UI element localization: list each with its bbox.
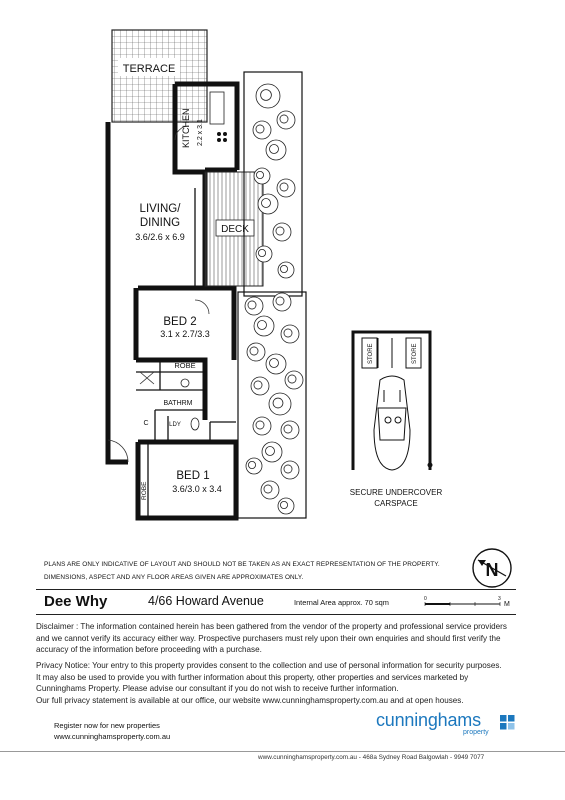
shrub-detail bbox=[258, 249, 265, 256]
privacy-line-4: Our full privacy statement is available at our office, our website www.cunninghamsproperty.com.au and at open houses. bbox=[36, 695, 464, 705]
cooktop-icon bbox=[217, 132, 227, 142]
property-info-bar bbox=[36, 589, 516, 615]
shrub-detail bbox=[270, 359, 279, 368]
shrub-detail bbox=[258, 321, 267, 330]
sink-icon bbox=[181, 379, 189, 387]
carspace-label-1: SECURE UNDERCOVER bbox=[349, 488, 443, 497]
shrub-detail bbox=[262, 199, 271, 208]
privacy-line-1: Privacy Notice: Your entry to this property provides consent to the collection and use of personal information for security purposes. bbox=[36, 661, 502, 670]
address: 4/66 Howard Avenue bbox=[148, 594, 264, 608]
living-label-1: LIVING/ bbox=[139, 203, 181, 215]
register-text: Register now for new properties bbox=[54, 721, 160, 730]
shrub-detail bbox=[270, 145, 279, 154]
shrub-detail bbox=[264, 485, 272, 493]
shrub-detail bbox=[284, 465, 292, 473]
kitchen-label: KITCHEN bbox=[181, 108, 191, 148]
privacy-line-2: It may also be used to provide you with further information about this property, other properties and services marketed by bbox=[36, 672, 469, 682]
robe-label: ROBE bbox=[174, 361, 196, 370]
internal-area: Internal Area approx. 70 sqm bbox=[294, 598, 389, 607]
bed1-dims: 3.6/3.0 x 3.4 bbox=[172, 484, 222, 494]
register-block bbox=[54, 721, 170, 742]
shrub-detail bbox=[276, 227, 284, 235]
shrub-detail bbox=[266, 447, 275, 456]
bed2-dims: 3.1 x 2.7/3.3 bbox=[160, 329, 210, 339]
living-label-2: DINING bbox=[139, 217, 181, 229]
toilet-icon bbox=[191, 418, 199, 430]
scale-bar bbox=[422, 595, 514, 609]
register-website[interactable]: www.cunninghamsproperty.com.au bbox=[54, 731, 171, 741]
shrub-detail bbox=[256, 421, 264, 429]
carspace-label-2: CARSPACE bbox=[374, 499, 418, 508]
north-label: N bbox=[485, 560, 499, 580]
laundry-label: LDY bbox=[169, 422, 181, 428]
shrub-detail bbox=[261, 90, 272, 101]
shrub-detail bbox=[256, 171, 263, 178]
scale-start: 0 bbox=[424, 596, 427, 602]
shrub-detail bbox=[250, 347, 258, 355]
shrub-detail bbox=[280, 183, 288, 191]
footer-divider bbox=[0, 751, 565, 752]
suburb: Dee Why bbox=[44, 593, 108, 610]
car-icon bbox=[374, 376, 410, 470]
shrub-detail bbox=[280, 265, 287, 272]
store-right-label: STORE bbox=[412, 343, 418, 364]
footer-contact: www.cunninghamsproperty.com.au - 468a Sydney Road Balgowlah - 9949 7077 bbox=[258, 754, 485, 761]
privacy-notice bbox=[36, 660, 516, 706]
shrub-detail bbox=[256, 125, 264, 133]
living-dims: 3.6/2.6 x 6.9 bbox=[135, 232, 185, 242]
shrub-detail bbox=[254, 381, 262, 389]
shrub-detail bbox=[288, 375, 296, 383]
outer-walls bbox=[108, 84, 237, 518]
kitchen-dims: 2.2 x 3.1 bbox=[197, 119, 204, 146]
bed1-robe-label: ROBE bbox=[141, 481, 148, 500]
cupboard-label: C bbox=[143, 420, 149, 427]
shrub-detail bbox=[284, 425, 292, 433]
scale-end: 3 bbox=[498, 596, 501, 602]
logo-mark-icon bbox=[500, 715, 515, 730]
shrubs bbox=[245, 84, 303, 514]
shrub-detail bbox=[280, 115, 288, 123]
cunninghams-logo bbox=[376, 710, 516, 740]
notice-line-2: DIMENSIONS, ASPECT AND ANY FLOOR AREAS GIVEN ARE APPROXIMATES ONLY. bbox=[44, 574, 304, 581]
notice-line-1: PLANS ARE ONLY INDICATIVE OF LAYOUT AND SHOULD NOT BE TAKEN AS AN EXACT REPRESENTATION OF THE PROPERTY. bbox=[44, 561, 440, 568]
scale-unit: M bbox=[504, 601, 510, 608]
north-arrow-icon bbox=[470, 546, 514, 590]
shrub-detail bbox=[248, 301, 256, 309]
terrace-label: TERRACE bbox=[122, 63, 176, 75]
shrub-detail bbox=[248, 461, 255, 468]
deck-label: DECK bbox=[221, 224, 249, 235]
logo-word: cunninghams bbox=[376, 710, 481, 730]
shrub-detail bbox=[273, 398, 283, 408]
bed2-label: BED 2 bbox=[163, 316, 197, 328]
bathroom-label: BATHRM bbox=[163, 400, 193, 407]
logo-sub: property bbox=[463, 729, 489, 736]
shrub-detail bbox=[284, 329, 292, 337]
plan-notice bbox=[44, 558, 474, 584]
privacy-line-3: Cunninghams Property. Please advise our consultant if you do not wish to receive further information. bbox=[36, 684, 399, 694]
disclaimer: Disclaimer : The information contained herein has been gathered from the vendor of the property and professional service providers and we cannot verify its accuracy either way. Prospective purchasers must rely upon their own enquiries and should first verify the accuracy of the information before proceeding with a purchase. bbox=[36, 622, 507, 655]
shrub-detail bbox=[276, 297, 284, 305]
shrub-detail bbox=[280, 501, 287, 508]
store-left-label: STORE bbox=[368, 343, 374, 364]
bed1-label: BED 1 bbox=[176, 470, 210, 482]
